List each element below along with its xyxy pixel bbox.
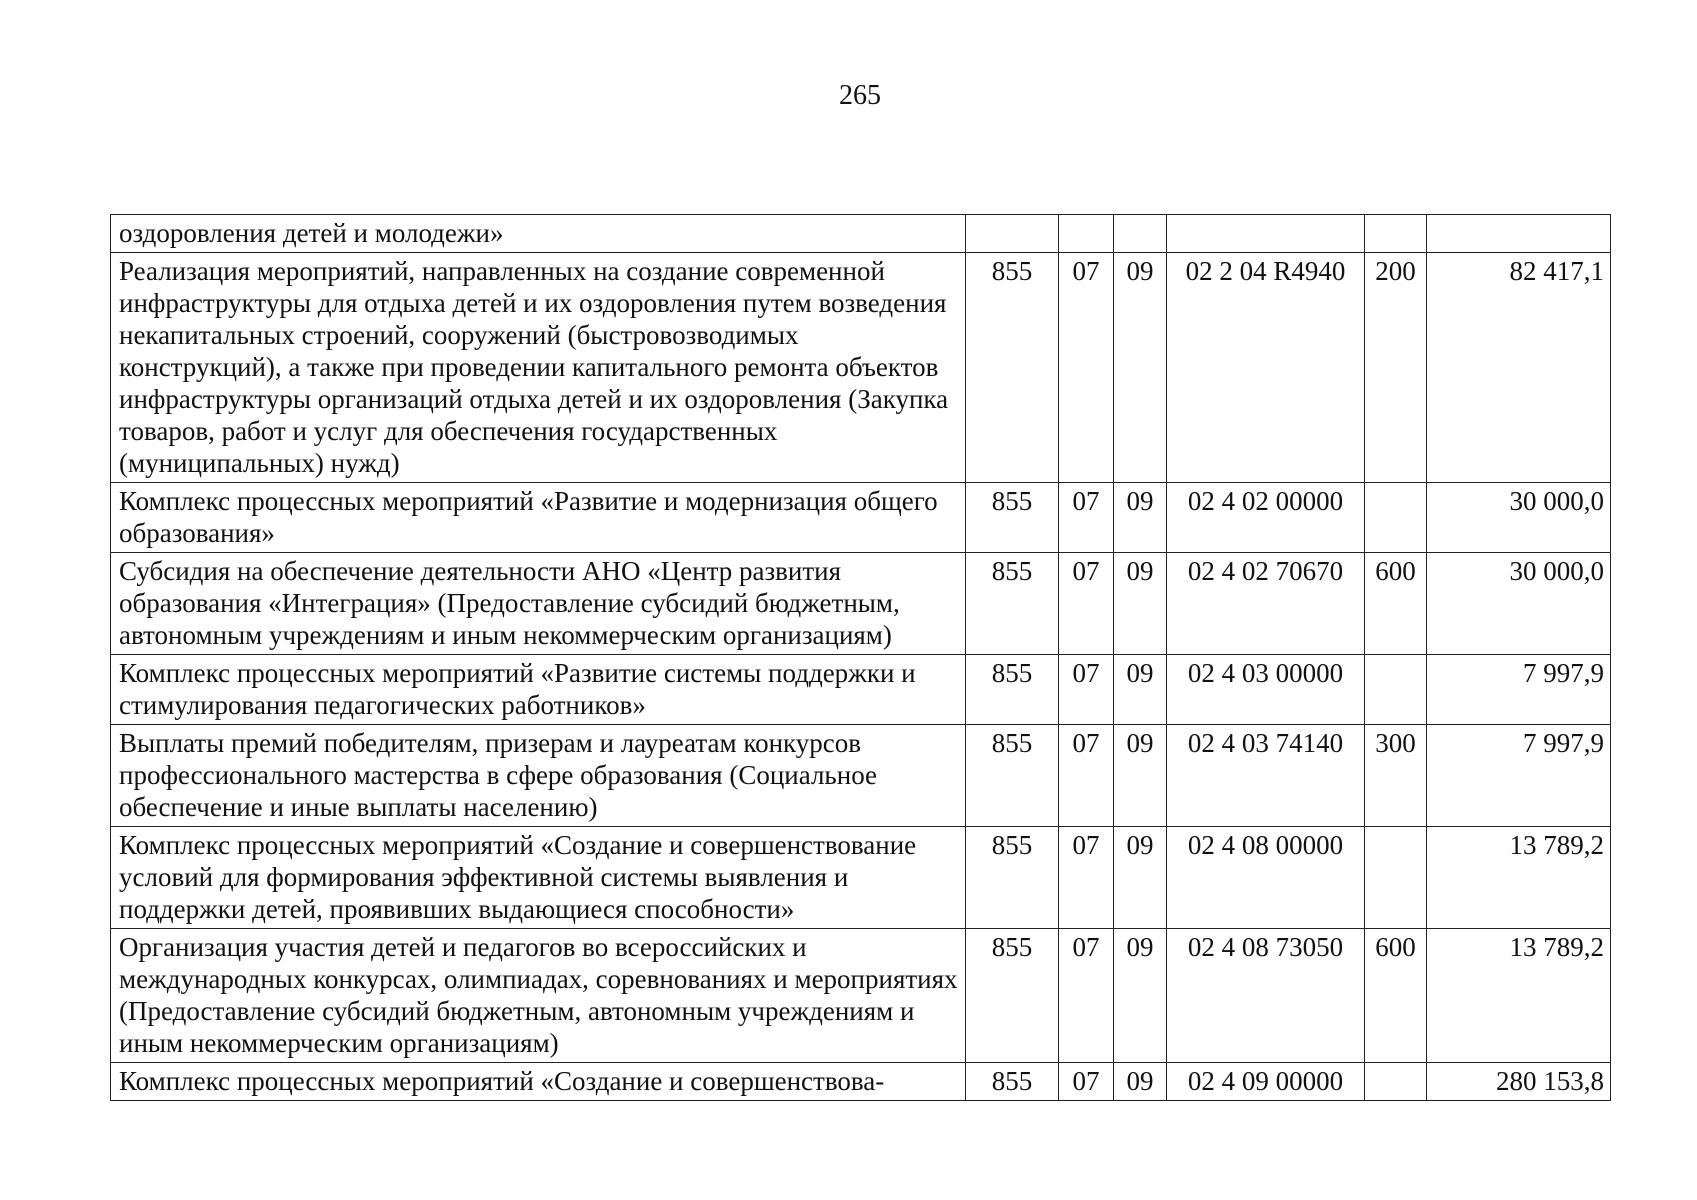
amount-cell: 13 789,2 [1427, 929, 1611, 1063]
amount-cell [1427, 215, 1611, 253]
grbs-cell: 855 [966, 253, 1059, 483]
amount-cell: 280 153,8 [1427, 1063, 1611, 1101]
subsection-cell: 09 [1114, 483, 1167, 553]
section-cell: 07 [1059, 253, 1114, 483]
expense-type-cell: 600 [1365, 553, 1427, 655]
table-row [111, 253, 1611, 483]
row-name-cell: Реализация мероприятий, направленных на создание современной инфраструктуры для отдыха детей и их оздоровления путем возведения некапитальных строений, сооружений (быстровозводимых конструкций), а также при проведении капитального ремонта объектов инфраструктуры организаций отдыха детей и их оздоровления (Закупка товаров, работ и услуг для обеспечения государственных (муниципальных) нужд) [111, 253, 966, 483]
row-name-cell: Субсидия на обеспечение деятельности АНО «Центр развития образования «Интеграция» (Предоставление субсидий бюджетным, автономным учреждениям и иным некоммерческим организациям) [111, 553, 966, 655]
amount-cell: 7 997,9 [1427, 725, 1611, 827]
table-row [111, 215, 1611, 253]
section-cell: 07 [1059, 827, 1114, 929]
grbs-cell [966, 215, 1059, 253]
grbs-cell: 855 [966, 1063, 1059, 1101]
target-article-cell [1167, 215, 1365, 253]
table-row [111, 655, 1611, 725]
section-cell [1059, 215, 1114, 253]
target-article-cell: 02 4 08 73050 [1167, 929, 1365, 1063]
table-row [111, 483, 1611, 553]
subsection-cell [1114, 215, 1167, 253]
section-cell: 07 [1059, 655, 1114, 725]
row-name-cell: Выплаты премий победителям, призерам и лауреатам конкурсов профессионального мастерства в сфере образования (Социальное обеспечение и иные выплаты населению) [111, 725, 966, 827]
expense-type-cell [1365, 655, 1427, 725]
grbs-cell: 855 [966, 553, 1059, 655]
table-row [111, 553, 1611, 655]
subsection-cell: 09 [1114, 827, 1167, 929]
row-name-cell: Комплекс процессных мероприятий «Создание и совершенствование условий для формирования эффективной системы выявления и поддержки детей, проявивших выдающиеся способности» [111, 827, 966, 929]
subsection-cell: 09 [1114, 553, 1167, 655]
budget-table [110, 214, 1611, 1101]
expense-type-cell [1365, 483, 1427, 553]
target-article-cell: 02 4 02 70670 [1167, 553, 1365, 655]
amount-cell: 82 417,1 [1427, 253, 1611, 483]
row-name-cell: Организация участия детей и педагогов во всероссийских и международных конкурсах, олимпиадах, соревнованиях и мероприятиях (Предоставление субсидий бюджетным, автономным учреждениям и иным некоммерческим организациям) [111, 929, 966, 1063]
target-article-cell: 02 2 04 R4940 [1167, 253, 1365, 483]
row-name-cell: Комплекс процессных мероприятий «Развитие и модернизация общего образования» [111, 483, 966, 553]
grbs-cell: 855 [966, 483, 1059, 553]
target-article-cell: 02 4 09 00000 [1167, 1063, 1365, 1101]
subsection-cell: 09 [1114, 1063, 1167, 1101]
subsection-cell: 09 [1114, 655, 1167, 725]
subsection-cell: 09 [1114, 929, 1167, 1063]
table-row [111, 929, 1611, 1063]
page-number: 265 [839, 80, 881, 111]
row-name-cell: оздоровления детей и молодежи» [111, 215, 966, 253]
amount-cell: 13 789,2 [1427, 827, 1611, 929]
subsection-cell: 09 [1114, 253, 1167, 483]
section-cell: 07 [1059, 929, 1114, 1063]
expense-type-cell [1365, 1063, 1427, 1101]
amount-cell: 30 000,0 [1427, 553, 1611, 655]
target-article-cell: 02 4 02 00000 [1167, 483, 1365, 553]
expense-type-cell [1365, 215, 1427, 253]
amount-cell: 30 000,0 [1427, 483, 1611, 553]
grbs-cell: 855 [966, 827, 1059, 929]
row-name-cell: Комплекс процессных мероприятий «Развитие системы поддержки и стимулирования педагогических работников» [111, 655, 966, 725]
expense-type-cell [1365, 827, 1427, 929]
section-cell: 07 [1059, 483, 1114, 553]
grbs-cell: 855 [966, 725, 1059, 827]
grbs-cell: 855 [966, 929, 1059, 1063]
row-name-cell: Комплекс процессных мероприятий «Создание и совершенствова- [111, 1063, 966, 1101]
section-cell: 07 [1059, 553, 1114, 655]
budget-table-body [111, 215, 1611, 1101]
expense-type-cell: 300 [1365, 725, 1427, 827]
target-article-cell: 02 4 08 00000 [1167, 827, 1365, 929]
section-cell: 07 [1059, 725, 1114, 827]
amount-cell: 7 997,9 [1427, 655, 1611, 725]
expense-type-cell: 200 [1365, 253, 1427, 483]
expense-type-cell: 600 [1365, 929, 1427, 1063]
table-row [111, 827, 1611, 929]
target-article-cell: 02 4 03 00000 [1167, 655, 1365, 725]
target-article-cell: 02 4 03 74140 [1167, 725, 1365, 827]
table-row [111, 1063, 1611, 1101]
grbs-cell: 855 [966, 655, 1059, 725]
table-row [111, 725, 1611, 827]
subsection-cell: 09 [1114, 725, 1167, 827]
section-cell: 07 [1059, 1063, 1114, 1101]
